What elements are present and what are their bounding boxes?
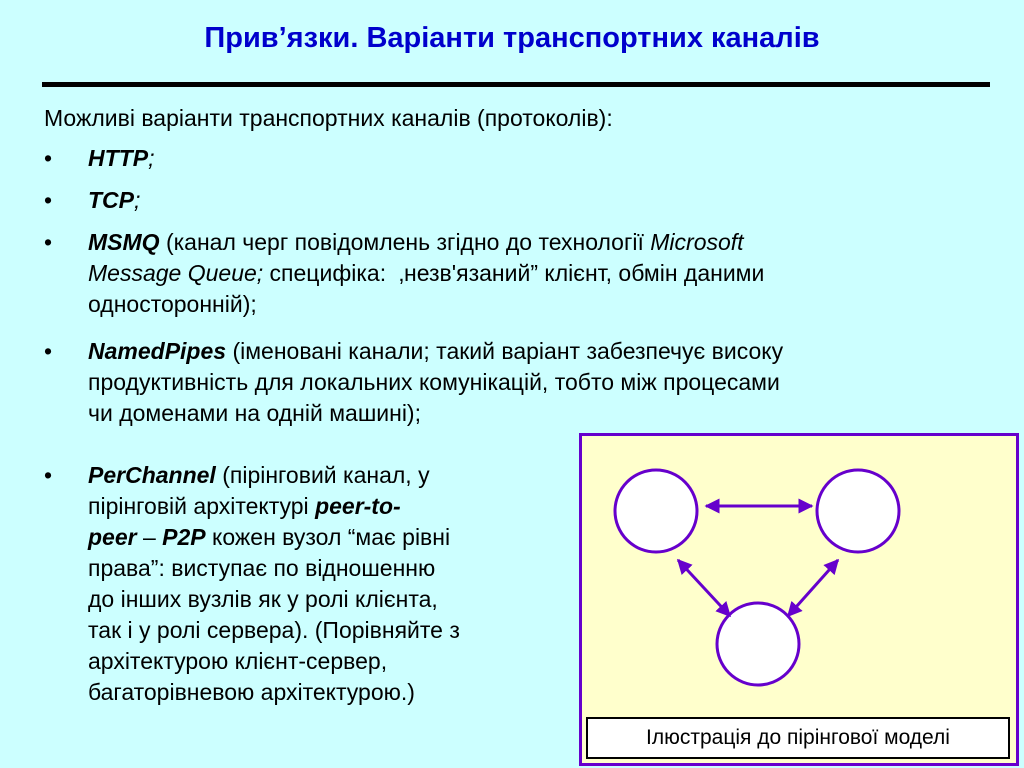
msmq-text-4: специфіка: ‚незв'язаний” клієнт, обмін даними — [263, 260, 765, 286]
protocol-name: HTTP — [88, 145, 149, 171]
perchannel-text-3: кожен вузол “має рівні — [205, 524, 451, 550]
dash: – — [136, 524, 163, 550]
perchannel-text-2: пірінговій архітектурі — [88, 493, 316, 519]
bullet-perchannel: • — [44, 462, 53, 488]
separator: ; — [134, 187, 141, 213]
bullet-http: • — [44, 145, 53, 171]
perchannel-text-4: права”: виступає по відношенню — [88, 555, 436, 581]
msmq-text-2: Microsoft — [650, 229, 744, 255]
separator: ; — [148, 145, 155, 171]
protocol-name: MSMQ — [88, 229, 160, 255]
p2p-term-2: peer — [88, 524, 137, 550]
protocol-name: NamedPipes — [88, 338, 227, 364]
link-right — [788, 560, 838, 616]
protocol-name: TCP — [88, 187, 134, 213]
namedpipes-text-2: продуктивність для локальних комунікацій, тобто між процесами — [88, 369, 780, 395]
peer-node-top-left — [615, 470, 697, 552]
list-item-tcp — [88, 185, 140, 216]
msmq-text-1: (канал черг повідомлень згідно до технології — [159, 229, 651, 255]
p2p-diagram — [579, 433, 1019, 766]
slide-title: Прив’язки. Варіанти транспортних каналів — [204, 22, 820, 54]
bullet-namedpipes: • — [44, 338, 53, 364]
list-item-http — [88, 143, 154, 174]
intro-text: Можливі варіанти транспортних каналів (протоколів): — [44, 105, 613, 131]
namedpipes-text-3: чи доменами на одній машині); — [88, 400, 421, 426]
perchannel-text-7: архітектурою клієнт-сервер, — [88, 648, 388, 674]
list-item-namedpipes — [88, 336, 998, 429]
peer-node-top-right — [817, 470, 899, 552]
protocol-name: PerChannel — [88, 462, 216, 488]
perchannel-text-1: (пірінговий канал, у — [215, 462, 430, 488]
link-left — [678, 560, 730, 616]
title-divider — [42, 82, 990, 87]
p2p-term-3: P2P — [162, 524, 206, 550]
p2p-term-1: peer-to- — [315, 493, 401, 519]
bullet-tcp: • — [44, 187, 53, 213]
perchannel-text-5: до інших вузлів як у ролі клієнта, — [88, 586, 438, 612]
diagram-caption: Ілюстрація до пірінгової моделі — [586, 717, 1010, 759]
p2p-graph — [582, 436, 1016, 716]
perchannel-text-6: так і у ролі сервера). (Порівняйте з — [88, 617, 460, 643]
namedpipes-text-1: (іменовані канали; такий варіант забезпечує високу — [226, 338, 784, 364]
list-item-msmq — [88, 227, 988, 320]
msmq-text-3: Message Queue; — [88, 260, 264, 286]
bullet-msmq: • — [44, 229, 53, 255]
msmq-text-5: односторонній); — [88, 291, 257, 317]
perchannel-text-8: багаторівневою архітектурою.) — [88, 679, 415, 705]
list-item-perchannel — [88, 460, 568, 708]
